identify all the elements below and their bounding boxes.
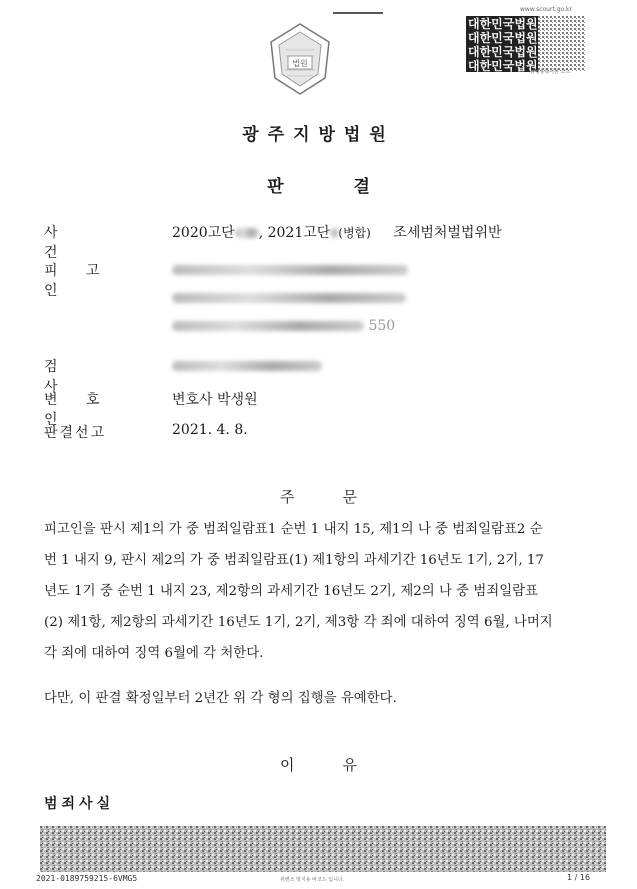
doc-title-char: 판 [267, 177, 284, 197]
order-proviso: 다만, 이 판결 확정일부터 2년간 위 각 형의 집행을 유예한다. [44, 691, 397, 706]
header-mark [333, 12, 383, 14]
stamp-url: www.scourt.go.kr [520, 6, 572, 13]
redaction [330, 228, 338, 238]
order-heading-char: 주 [280, 488, 295, 506]
verdict-date-label: 판결선고 [44, 425, 107, 441]
order-heading-char: 문 [342, 488, 357, 506]
prosecutor-label: 검 사 [44, 359, 86, 395]
defendant-label: 피 고 인 [44, 263, 112, 299]
footer-doc-id: 2021-0189759215-6VMG5 [36, 874, 138, 883]
redaction [172, 265, 408, 275]
doc-title-char: 결 [353, 177, 370, 197]
stamp-caption: 증명용복사본 코드 [530, 69, 571, 75]
defendant-line-3 [172, 318, 395, 334]
prosecutor-value [172, 358, 322, 374]
defendant-address-tail: 550 [368, 318, 396, 334]
case-label: 사 건 [44, 225, 86, 261]
court-name: 광주지방법원 [242, 125, 395, 145]
order-line: 각 죄에 대하여 징역 6월에 각 처한다. [44, 646, 264, 661]
seal-text: 법원 [292, 59, 308, 68]
defendant-line-1 [172, 262, 408, 278]
stamp-line: 대한민국법원 [468, 45, 538, 59]
security-barcode [40, 826, 606, 872]
court-seal-icon [265, 20, 335, 100]
court-stamp [466, 16, 586, 72]
stamp-line: 대한민국법원 [468, 31, 538, 45]
redaction [172, 361, 322, 371]
attorney-value: 변호사 박생원 [172, 392, 258, 408]
order-line: 번 1 내지 9, 판시 제2의 가 중 범죄일람표(1) 제1항의 과세기간 16년도 1기, 2기, 17 [44, 553, 544, 568]
stamp-line: 대한민국법원 [468, 17, 538, 31]
defendant-line-2 [172, 290, 406, 306]
reason-heading-char: 이 [280, 756, 295, 774]
stamp-line: 대한민국법원 [468, 59, 538, 72]
redaction [172, 293, 406, 303]
reason-heading [0, 754, 637, 775]
doc-title [0, 172, 637, 197]
case-merge: (병합) [338, 226, 371, 240]
crime-facts-heading: 범죄사실 [44, 796, 115, 812]
order-line: 피고인을 판시 제1의 가 중 범죄일람표1 순번 1 내지 15, 제1의 나 중 범죄일람표2 순 [44, 522, 543, 537]
case-number-b: 2021고단 [267, 225, 331, 241]
order-heading [0, 486, 637, 507]
reason-heading-char: 유 [342, 756, 357, 774]
footer-note: 위변조 방지용 바코드 입니다. [280, 877, 345, 883]
order-line: 년도 1기 중 순번 1 내지 23, 제2항의 과세기간 16년도 2기, 제2의 나 중 범죄일람표 [44, 584, 539, 599]
case-number-a: 2020고단 [172, 225, 235, 241]
case-value: 2020고단 , 2021고단 (병합) 조세범처벌법위반 [172, 225, 502, 241]
attorney-label: 변 호 인 [44, 392, 112, 428]
verdict-date-value: 2021. 4. 8. [172, 422, 248, 438]
footer-page-number: 1 / 16 [567, 873, 591, 882]
redaction [172, 321, 364, 331]
order-text [44, 514, 589, 669]
order-line: (2) 제1항, 제2항의 과세기간 16년도 1기, 2기, 제3항 각 죄에 대하여 징역 6월, 나머지 [44, 615, 553, 630]
case-charge: 조세범처벌법위반 [393, 225, 502, 241]
redaction [235, 228, 259, 238]
